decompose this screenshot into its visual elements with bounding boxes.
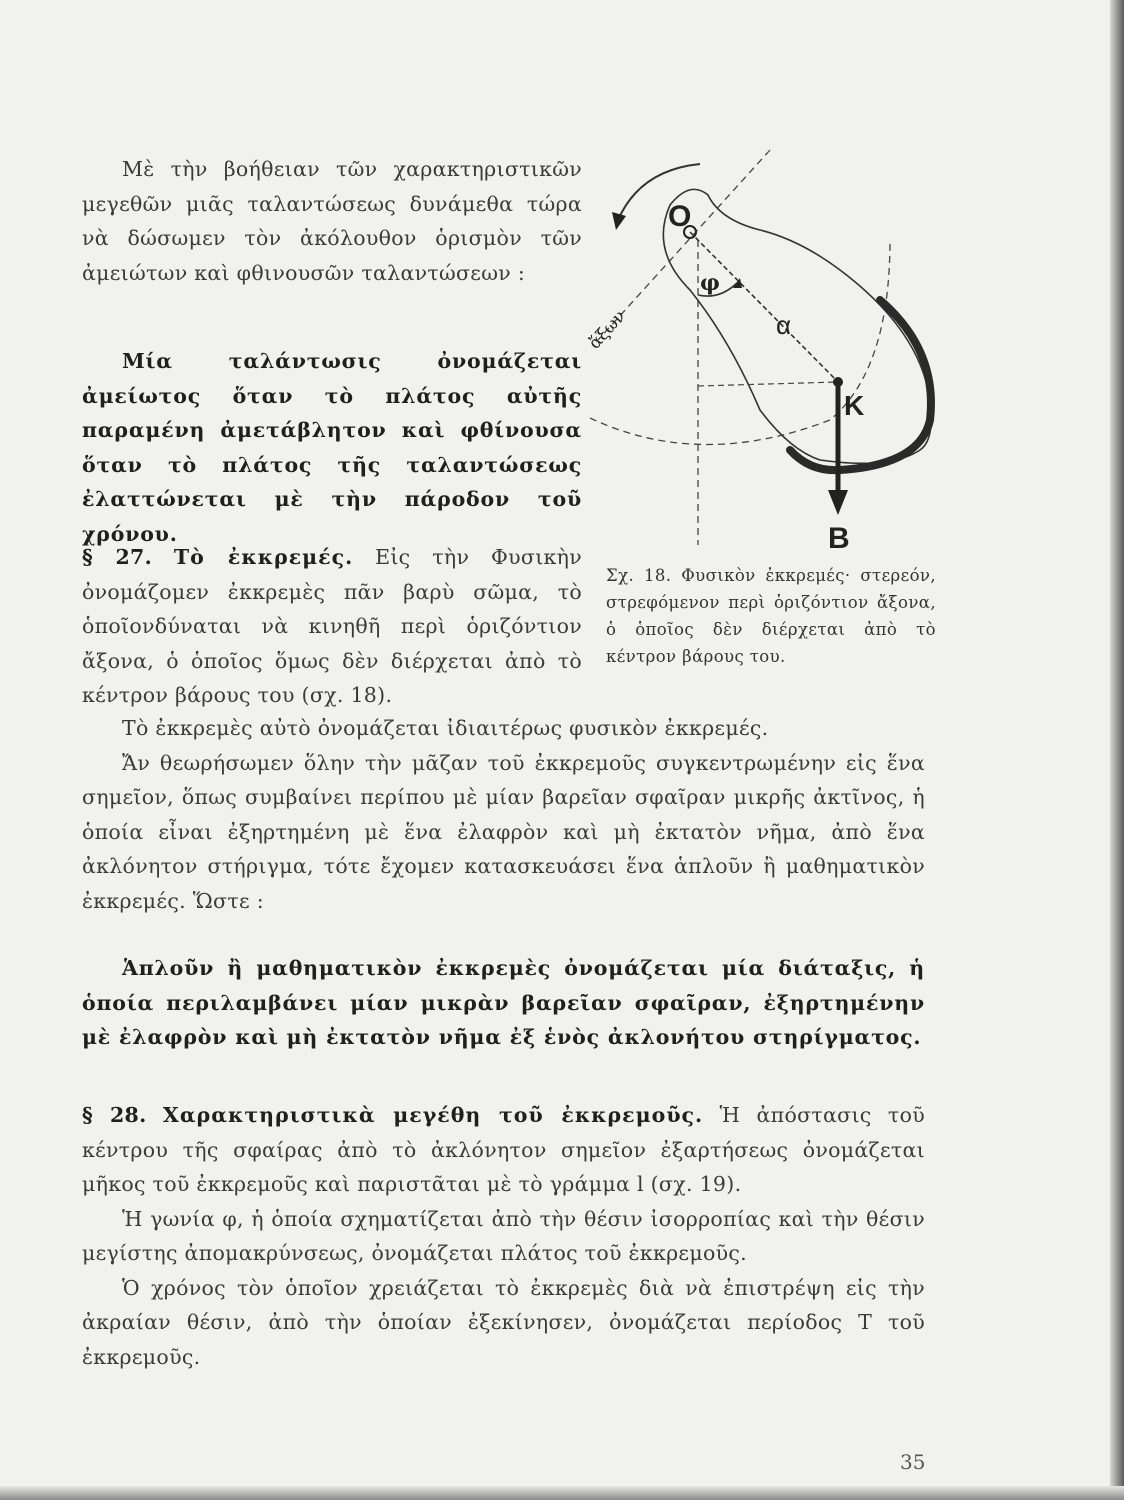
section-27-heading: Τὸ ἐκκρεμές. [173, 545, 354, 569]
section-27-number: § 27. [82, 545, 153, 569]
definition-damped-block [82, 344, 582, 551]
figure-caption: Σχ. 18. Φυσικὸν ἐκκρεμές· στερεόν, στρεφόμενον περὶ ὁριζόντιον ἄξονα, ὁ ὁποῖος δὲν διέρχεται ἀπὸ τὸ κέντρον βάρους του. [606, 566, 936, 666]
label-b: B [828, 522, 850, 555]
weight-arrow-head [828, 490, 848, 515]
label-k: K [844, 390, 865, 421]
physical-pendulum-line: Τὸ ἐκκρεμὲς αὐτὸ ὀνομάζεται ἰδιαιτέρως φυσικὸν ἐκκρεμές. [122, 716, 769, 740]
body-thick-edge [790, 300, 931, 470]
section-27-paragraph [82, 540, 582, 713]
label-o: O [668, 200, 692, 233]
section-28-number: § 28. [82, 1103, 147, 1127]
physical-pendulum-block [82, 711, 925, 918]
definition-simple-block [82, 951, 925, 1055]
section-28-heading: Χαρακτηριστικὰ μεγέθη τοῦ ἐκκρεμοῦς. [162, 1103, 704, 1127]
axis-dashed-line [598, 150, 770, 340]
label-alpha: α [776, 310, 792, 340]
section-27-text: Εἰς τὴν Φυσικὴν ὀνομάζομεν ἐκκρεμὲς πᾶν βαρὺ σῶμα, τὸ ὁποῖονδύναται νὰ κινηθῆ περὶ ὁριζόντιον ἄξονα, ὁ ὁποῖος ὅμως δὲν διέρχεται ἀπὸ τὸ κέντρον βάρους του (σχ. 18). [82, 545, 582, 707]
label-axis: ἄξων [584, 306, 630, 354]
period-paragraph: Ὁ χρόνος τὸν ὁποῖον χρειάζεται τὸ ἐκκρεμὲς διὰ νὰ ἐπιστρέψη εἰς τὴν ἀκραίαν θέσιν, ἀπὸ τὴν ὁποίαν ἐξεκίνησεν, ὀνομάζεται περίοδος T τοῦ ἐκκρεμοῦς. [82, 1275, 925, 1369]
label-phi: φ [700, 270, 720, 296]
section-28 [82, 1098, 925, 1374]
pendulum-diagram [584, 150, 950, 560]
amplitude-paragraph: Ἡ γωνία φ, ἡ ὁποία σχηματίζεται ἀπὸ τὴν θέσιν ἰσορροπίας καὶ τὴν θέσιν μεγίστης ἀπομακρύνσεως, ὀνομάζεται πλάτος τοῦ ἐκκρεμοῦς. [82, 1206, 925, 1265]
figure-physical-pendulum [584, 150, 950, 564]
page-number: 35 [900, 1450, 926, 1474]
section-28-paragraph [82, 1098, 925, 1202]
page-bottom-shadow [0, 1486, 1124, 1500]
page-edge-shadow [1110, 0, 1124, 1500]
body-outline [663, 189, 931, 463]
intro-paragraph: Μὲ τὴν βοήθειαν τῶν χαρακτηριστικῶν μεγεθῶν μιᾶς ταλαντώσεως δυνάμεθα τώρα νὰ δώσωμεν τὸν ἀκόλουθον ὁρισμὸν τῶν ἀμειώτων καὶ φθινουσῶν ταλαντώσεων : [82, 157, 582, 285]
definition-simple: Ἁπλοῦν ἢ μαθηματικὸν ἐκκρεμὲς ὀνομάζεται μία διάταξις, ἡ ὁποία περιλαμβάνει μίαν μικρὰν βαρεῖαν σφαῖραν, ἐξηρτημένην μὲ ἐλαφρὸν καὶ μὴ ἐκτατὸν νῆμα ἐξ ἑνὸς ἀκλονήτου στηρίγματος. [82, 956, 925, 1049]
section-28-text: Ἡ ἀπόστασις τοῦ κέντρου τῆς σφαίρας ἀπὸ τὸ ἀκλόνητον σημεῖον ἐξαρτήσεως ὀνομάζεται μῆκος τοῦ ἐκκρεμοῦς καὶ παριστᾶται μὲ τὸ γράμμα l (σχ. 19). [82, 1103, 925, 1196]
definition-damped: Μία ταλάντωσις ὀνομάζεται ἀμείωτος ὅταν τὸ πλάτος αὐτῆς παραμένη ἀμετάβλητον καὶ φθίνουσα ὅταν τὸ πλάτος τῆς ταλαντώσεως ἐλαττώνεται μὲ τὴν πάροδον τοῦ χρόνου. [82, 349, 582, 546]
simple-pendulum-paragraph: Ἄν θεωρήσωμεν ὅλην τὴν μᾶζαν τοῦ ἐκκρεμοῦς συγκεντρωμένην εἰς ἕνα σημεῖον, ὅπως συμβαίνει περίπου μὲ μίαν βαρεῖαν σφαῖραν μικρῆς ἀκτῖνος, ἡ ὁποία εἶναι ἐξηρτημένη μὲ ἕνα ἐλαφρὸν καὶ μὴ ἐκτατὸν νῆμα, ἀπὸ ἕνα ἀκλόνητον στήριγμα, τότε ἔχομεν κατασκευάσει ἕνα ἁπλοῦν ἢ μαθηματικὸν ἐκκρεμές. Ὥστε : [82, 750, 925, 913]
horizontal-projection-line [698, 382, 838, 386]
intro-block [82, 152, 582, 290]
section-27 [82, 540, 582, 713]
rotation-arrow-head [612, 212, 626, 230]
